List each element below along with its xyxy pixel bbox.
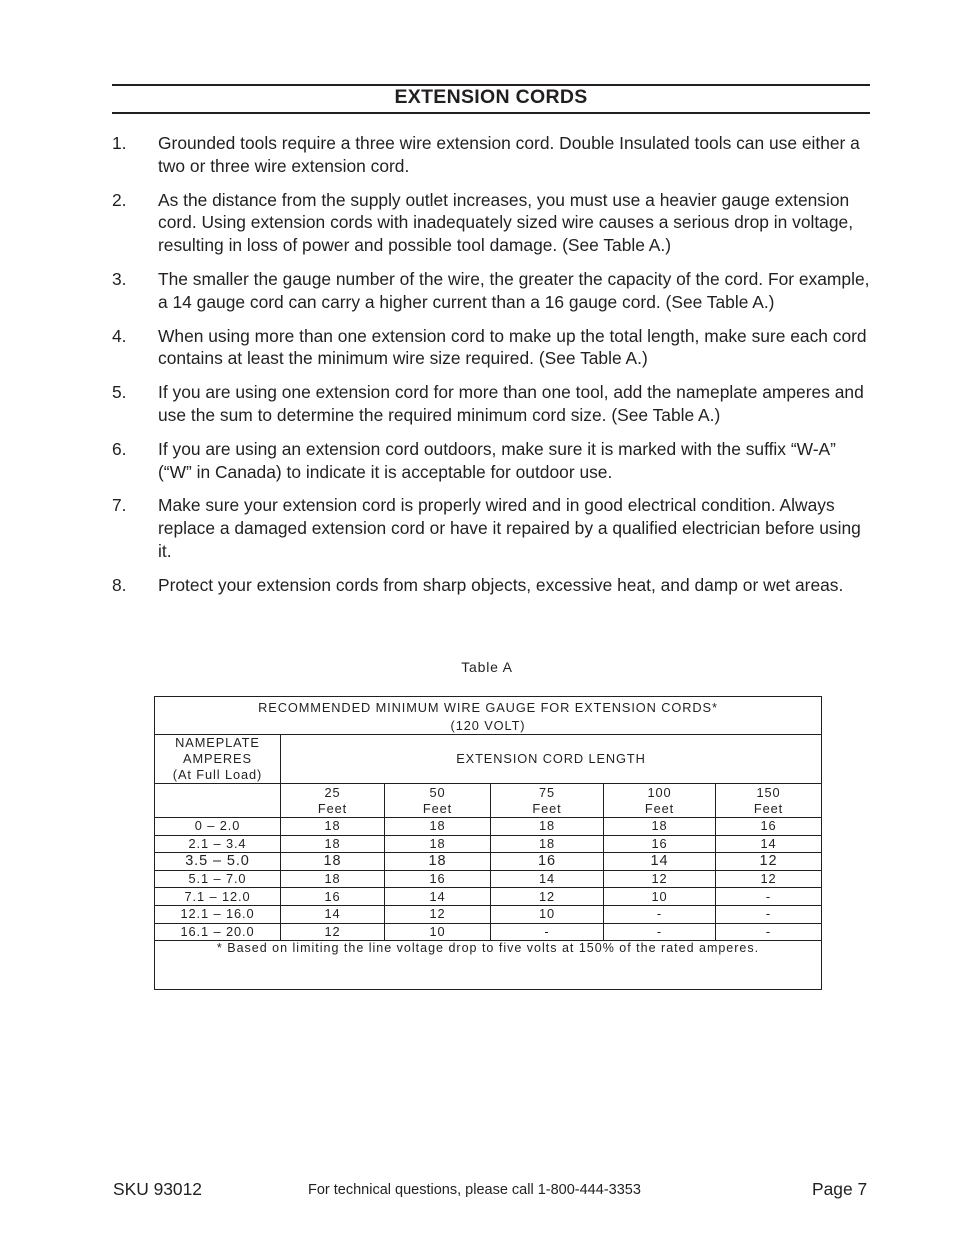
length-header: EXTENSION CORD LENGTH [281, 735, 822, 784]
gauge-cell: 12 [604, 870, 716, 888]
gauge-cell: 16 [604, 835, 716, 853]
list-item [112, 381, 872, 427]
section-title: EXTENSION CORDS [394, 86, 588, 108]
list-item [112, 574, 872, 597]
gauge-cell: 10 [385, 923, 491, 941]
gauge-cell: 18 [491, 835, 604, 853]
gauge-cell: 18 [281, 853, 385, 871]
table-row [155, 870, 822, 888]
length-column-header [716, 784, 822, 818]
table-row [155, 923, 822, 941]
table-footnote: * Based on limiting the line voltage drop to five volts at 150% of the rated amperes. [155, 941, 822, 990]
length-unit: Feet [532, 800, 562, 816]
empty-header-cell [155, 784, 281, 818]
list-number: 5. [112, 382, 127, 403]
list-number: 8. [112, 574, 127, 595]
gauge-cell: 18 [604, 818, 716, 836]
table-title: RECOMMENDED MINIMUM WIRE GAUGE FOR EXTENSION CORDS* [258, 700, 718, 715]
list-text: Grounded tools require a three wire extension cord. Double Insulated tools can use either a two or three wire extension cord. [158, 133, 860, 176]
gauge-cell: 12 [716, 870, 822, 888]
list-text: As the distance from the supply outlet increases, you must use a heavier gauge extension cord. Using extension cords with inadequately sized wire causes a serious drop in voltage, resulting in loss of power and possible tool damage. (See Table A.) [158, 189, 854, 256]
gauge-cell: 12 [281, 923, 385, 941]
length-column-header [604, 784, 716, 818]
list-item [112, 132, 872, 178]
list-text: Make sure your extension cord is properly wired and in good electrical condition. Always replace a damaged extension cord or have it repaired by a qualified electrician before using it. [158, 495, 861, 561]
gauge-cell: 10 [604, 888, 716, 906]
amps-cell: 0 – 2.0 [155, 818, 281, 836]
table-row [155, 835, 822, 853]
length-unit: Feet [644, 800, 675, 816]
gauge-cell: 18 [281, 870, 385, 888]
amps-header-line: (At Full Load) [172, 767, 263, 782]
length-column-header [491, 784, 604, 818]
amps-cell: 3.5 – 5.0 [155, 853, 281, 871]
footer-page-number: Page 7 [812, 1179, 868, 1199]
gauge-cell: 14 [716, 835, 822, 853]
list-item [112, 189, 872, 257]
header-rule-bottom [112, 112, 870, 114]
list-item [112, 494, 872, 562]
list-number: 1. [112, 133, 127, 153]
gauge-cell: - [491, 923, 604, 941]
gauge-cell: - [604, 905, 716, 923]
table-row [155, 853, 822, 871]
amps-header-cell [155, 735, 281, 784]
amps-cell: 5.1 – 7.0 [155, 870, 281, 888]
gauge-cell: 18 [281, 818, 385, 836]
list-text: When using more than one extension cord to make up the total length, make sure each cord contains at least the minimum wire size required. (See Table A.) [158, 325, 867, 369]
gauge-cell: 18 [491, 818, 604, 836]
gauge-cell: 16 [716, 818, 822, 836]
table-caption: Table A [461, 659, 513, 675]
list-number: 7. [112, 495, 127, 516]
length-value: 150 [756, 784, 781, 800]
length-value: 25 [324, 784, 341, 800]
gauge-cell: 16 [491, 853, 604, 871]
gauge-cell: - [604, 923, 716, 941]
list-item [112, 325, 872, 371]
gauge-cell: 16 [385, 870, 491, 888]
amps-header-line: AMPERES [183, 751, 252, 766]
gauge-cell: 12 [491, 888, 604, 906]
gauge-cell: 18 [385, 853, 491, 871]
gauge-cell: 16 [281, 888, 385, 906]
length-unit: Feet [753, 800, 784, 816]
instruction-list [112, 132, 872, 608]
gauge-cell: 18 [385, 818, 491, 836]
table-row [155, 818, 822, 836]
list-text: If you are using an extension cord outdoors, make sure it is marked with the suffix “W-A” (“W” in Canada) to indicate it is acceptable for outdoor use. [158, 438, 836, 482]
list-text: The smaller the gauge number of the wire, the greater the capacity of the cord. For example, a 14 gauge cord can carry a higher current than a 16 gauge cord. (See Table A.) [158, 268, 870, 312]
gauge-cell: 18 [281, 835, 385, 853]
length-column-header [385, 784, 491, 818]
list-number: 4. [112, 325, 127, 346]
list-item [112, 268, 872, 314]
length-value: 50 [429, 784, 446, 800]
amps-cell: 16.1 – 20.0 [155, 923, 281, 941]
gauge-cell: 18 [385, 835, 491, 853]
gauge-cell: 12 [385, 905, 491, 923]
gauge-cell: - [716, 905, 822, 923]
table-title-cell [155, 697, 822, 735]
gauge-cell: 14 [491, 870, 604, 888]
length-unit: Feet [422, 800, 453, 816]
gauge-cell: 14 [604, 853, 716, 871]
length-unit: Feet [317, 800, 348, 816]
gauge-cell: 10 [491, 905, 604, 923]
table-voltage: (120 VOLT) [450, 717, 526, 733]
wire-gauge-table [154, 696, 822, 990]
length-value: 100 [647, 784, 672, 800]
length-value: 75 [538, 784, 556, 800]
table-row [155, 905, 822, 923]
gauge-cell: 14 [281, 905, 385, 923]
list-text: If you are using one extension cord for more than one tool, add the nameplate amperes and use the sum to determine the required minimum cord size. (See Table A.) [158, 382, 864, 425]
amps-cell: 2.1 – 3.4 [155, 835, 281, 853]
footer-sku: SKU 93012 [113, 1179, 202, 1199]
list-item [112, 438, 872, 484]
length-column-header [281, 784, 385, 818]
list-number: 2. [112, 189, 127, 210]
gauge-cell: - [716, 888, 822, 906]
footer-support-note: For technical questions, please call 1-800-444-3353 [308, 1182, 641, 1198]
list-number: 3. [112, 268, 127, 289]
amps-cell: 12.1 – 16.0 [155, 905, 281, 923]
amps-cell: 7.1 – 12.0 [155, 888, 281, 906]
list-number: 6. [112, 438, 127, 459]
list-text: Protect your extension cords from sharp objects, excessive heat, and damp or wet areas. [158, 574, 844, 595]
table-row [155, 888, 822, 906]
gauge-cell: - [716, 923, 822, 941]
gauge-cell: 12 [716, 853, 822, 871]
gauge-cell: 14 [385, 888, 491, 906]
amps-header-line: NAMEPLATE [175, 735, 260, 750]
